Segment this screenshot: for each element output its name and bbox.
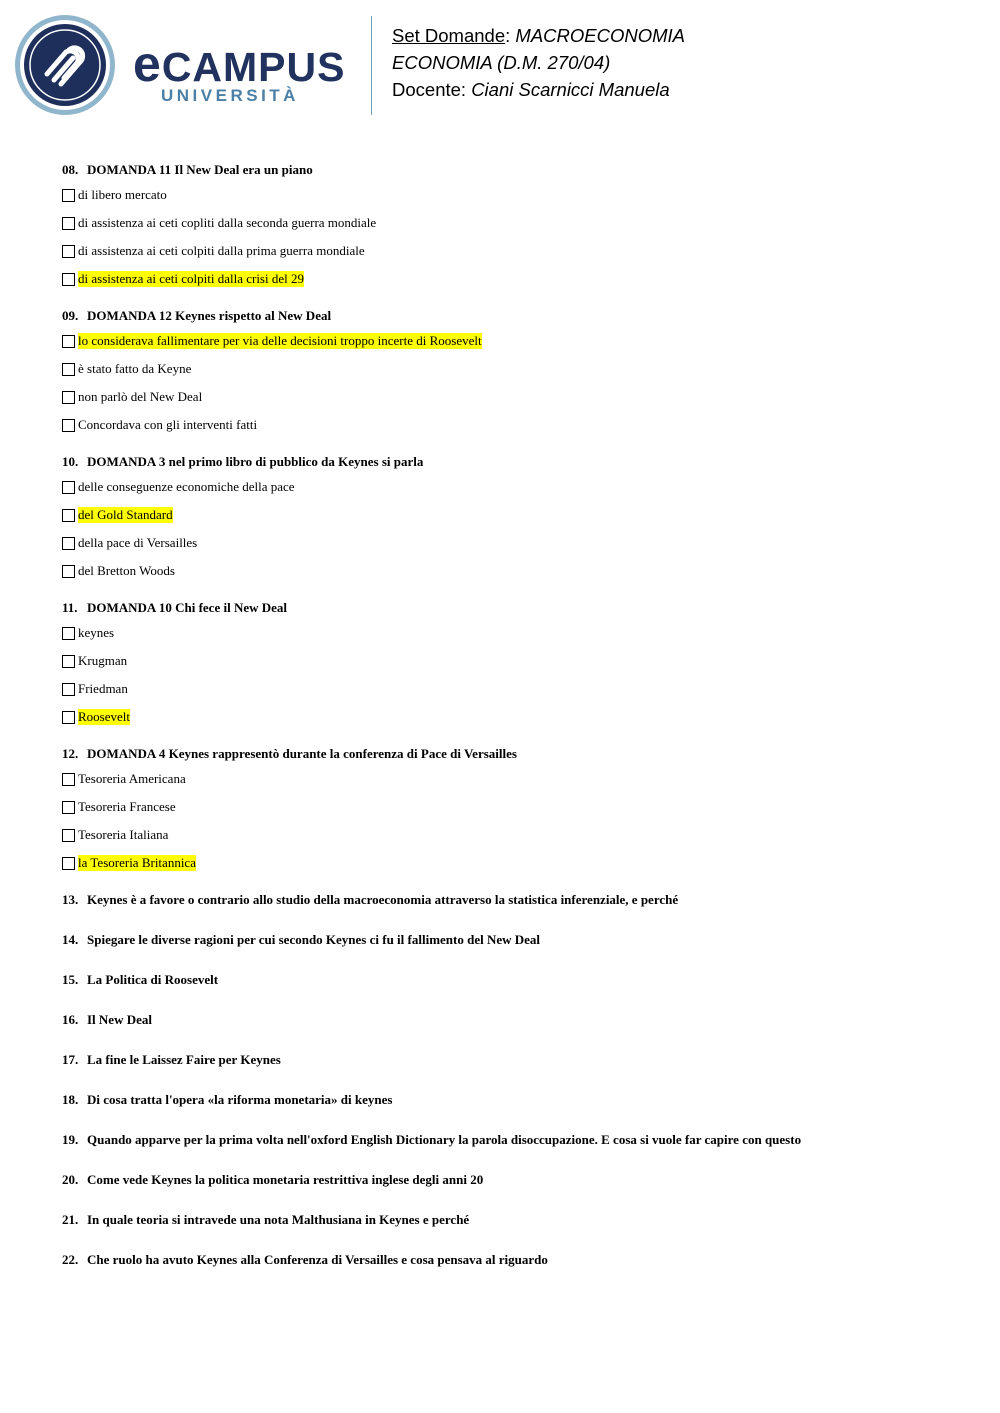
question-title <box>62 1050 962 1070</box>
answer-option <box>62 675 962 703</box>
document-header <box>0 0 1000 130</box>
question-title <box>62 744 962 764</box>
open-question-15 <box>62 970 962 1010</box>
question-text: La fine le Laissez Faire per Keynes <box>87 1052 281 1067</box>
option-text: è stato fatto da Keyne <box>78 361 192 376</box>
brand-name <box>133 36 346 92</box>
question-title <box>62 1090 962 1110</box>
question-text: DOMANDA 11 Il New Deal era un piano <box>87 162 313 177</box>
questions-list <box>62 160 962 1290</box>
question-title <box>62 160 962 180</box>
question-title <box>62 890 962 910</box>
question-text: DOMANDA 12 Keynes rispetto al New Deal <box>87 308 332 323</box>
question-text: Che ruolo ha avuto Keynes alla Conferenza di Versailles e cosa pensava al riguardo <box>87 1252 548 1267</box>
answer-checkbox[interactable] <box>62 419 75 432</box>
option-text: non parlò del New Deal <box>78 389 203 404</box>
question-10 <box>62 452 962 585</box>
question-text: Il New Deal <box>87 1012 152 1027</box>
question-title <box>62 452 962 472</box>
answer-option <box>62 237 962 265</box>
option-text: Tesoreria Francese <box>78 799 176 814</box>
answer-option <box>62 557 962 585</box>
option-text-highlighted: di assistenza ai ceti colpiti dalla crisi del 29 <box>78 271 304 286</box>
question-text: Keynes è a favore o contrario allo studio della macroeconomia attraverso la statistica inferenziale, e perché <box>87 892 679 907</box>
set-line-1 <box>392 22 685 49</box>
question-title <box>62 1210 962 1230</box>
open-question-14 <box>62 930 962 970</box>
answer-checkbox[interactable] <box>62 829 75 842</box>
answer-checkbox[interactable] <box>62 245 75 258</box>
question-title <box>62 1130 962 1150</box>
answer-checkbox[interactable] <box>62 655 75 668</box>
answer-checkbox[interactable] <box>62 711 75 724</box>
open-question-19 <box>62 1130 962 1170</box>
open-question-22 <box>62 1250 962 1290</box>
answer-checkbox[interactable] <box>62 537 75 550</box>
option-text: Tesoreria Americana <box>78 771 186 786</box>
answer-option-correct <box>62 849 962 877</box>
answer-checkbox[interactable] <box>62 335 75 348</box>
answer-checkbox[interactable] <box>62 481 75 494</box>
question-number: 10. <box>62 454 79 469</box>
open-question-13 <box>62 890 962 930</box>
question-text: DOMANDA 4 Keynes rappresentò durante la conferenza di Pace di Versailles <box>87 746 517 761</box>
answer-option <box>62 209 962 237</box>
option-text: di assistenza ai ceti colpiti dalla prima guerra mondiale <box>78 243 365 258</box>
question-title <box>62 598 962 618</box>
teacher-line <box>392 76 685 103</box>
question-number: 14. <box>62 932 79 947</box>
set-info <box>392 22 685 103</box>
question-text: DOMANDA 3 nel primo libro di pubblico da Keynes si parla <box>87 454 424 469</box>
question-text: Spiegare le diverse ragioni per cui secondo Keynes ci fu il fallimento del New Deal <box>87 932 541 947</box>
option-text: Friedman <box>78 681 128 696</box>
open-question-17 <box>62 1050 962 1090</box>
header-divider <box>371 16 372 115</box>
question-number: 16. <box>62 1012 79 1027</box>
question-title <box>62 930 962 950</box>
question-number: 22. <box>62 1252 79 1267</box>
question-number: 21. <box>62 1212 79 1227</box>
option-text: keynes <box>78 625 115 640</box>
answer-checkbox[interactable] <box>62 627 75 640</box>
answer-option <box>62 793 962 821</box>
answer-checkbox[interactable] <box>62 683 75 696</box>
question-text: In quale teoria si intravede una nota Malthusiana in Keynes e perché <box>87 1212 470 1227</box>
question-text: La Politica di Roosevelt <box>87 972 219 987</box>
answer-option <box>62 529 962 557</box>
question-number: 15. <box>62 972 79 987</box>
question-title <box>62 1010 962 1030</box>
option-text: della pace di Versailles <box>78 535 198 550</box>
brand-main: CAMPUS <box>161 44 346 90</box>
option-text: Tesoreria Italiana <box>78 827 169 842</box>
question-number: 13. <box>62 892 79 907</box>
question-11 <box>62 598 962 731</box>
option-text: di libero mercato <box>78 187 167 202</box>
question-number: 12. <box>62 746 79 761</box>
question-text: Come vede Keynes la politica monetaria restrittiva inglese degli anni 20 <box>87 1172 484 1187</box>
answer-option <box>62 181 962 209</box>
question-title <box>62 306 962 326</box>
option-text: del Bretton Woods <box>78 563 175 578</box>
open-question-16 <box>62 1010 962 1050</box>
answer-checkbox[interactable] <box>62 189 75 202</box>
question-text: DOMANDA 10 Chi fece il New Deal <box>87 600 288 615</box>
answer-option <box>62 647 962 675</box>
option-text-highlighted: la Tesoreria Britannica <box>78 855 196 870</box>
answer-checkbox[interactable] <box>62 509 75 522</box>
question-text: Quando apparve per la prima volta nell'oxford English Dictionary la parola disoccupazione. E cosa si vuole far capire con questo <box>87 1132 802 1147</box>
answer-option-correct <box>62 501 962 529</box>
question-09 <box>62 306 962 439</box>
question-12 <box>62 744 962 877</box>
open-question-18 <box>62 1090 962 1130</box>
answer-option <box>62 411 962 439</box>
question-number: 11. <box>62 600 78 615</box>
open-question-21 <box>62 1210 962 1250</box>
teacher-name: Ciani Scarnicci Manuela <box>471 79 670 100</box>
answer-option <box>62 619 962 647</box>
open-question-20 <box>62 1170 962 1210</box>
answer-option <box>62 473 962 501</box>
option-text: di assistenza ai ceti copliti dalla seconda guerra mondiale <box>78 215 377 230</box>
answer-checkbox[interactable] <box>62 217 75 230</box>
question-number: 08. <box>62 162 79 177</box>
question-title <box>62 1250 962 1270</box>
answer-option <box>62 765 962 793</box>
set-value-1: MACROECONOMIA <box>515 25 685 46</box>
answer-option-correct <box>62 327 962 355</box>
answer-checkbox[interactable] <box>62 857 75 870</box>
option-text-highlighted: del Gold Standard <box>78 507 173 522</box>
set-label: Set Domande <box>392 25 506 46</box>
brand-subtitle: UNIVERSITÀ <box>161 86 299 105</box>
option-text: Krugman <box>78 653 128 668</box>
option-text-highlighted: lo considerava fallimentare per via delle decisioni troppo incerte di Roosevelt <box>78 333 482 348</box>
option-text: delle conseguenze economiche della pace <box>78 479 295 494</box>
option-text: Concordava con gli interventi fatti <box>78 417 258 432</box>
answer-option <box>62 821 962 849</box>
question-08 <box>62 160 962 293</box>
question-title <box>62 1170 962 1190</box>
answer-checkbox[interactable] <box>62 565 75 578</box>
option-text-highlighted: Roosevelt <box>78 709 130 724</box>
answer-checkbox[interactable] <box>62 773 75 786</box>
question-number: 17. <box>62 1052 79 1067</box>
answer-option-correct <box>62 703 962 731</box>
brand-prefix: e <box>133 36 162 92</box>
question-text: Di cosa tratta l'opera «la riforma monetaria» di keynes <box>87 1092 393 1107</box>
question-number: 18. <box>62 1092 79 1107</box>
answer-option <box>62 383 962 411</box>
question-number: 20. <box>62 1172 79 1187</box>
ecampus-seal-logo <box>14 14 116 116</box>
question-number: 19. <box>62 1132 79 1147</box>
answer-checkbox[interactable] <box>62 273 75 286</box>
answer-checkbox[interactable] <box>62 391 75 404</box>
set-separator: : <box>505 25 516 46</box>
question-number: 09. <box>62 308 79 323</box>
question-title <box>62 970 962 990</box>
ecampus-wordmark <box>133 36 355 112</box>
answer-checkbox[interactable] <box>62 363 75 376</box>
answer-option <box>62 355 962 383</box>
answer-checkbox[interactable] <box>62 801 75 814</box>
teacher-label: Docente: <box>392 79 472 100</box>
set-value-2: ECONOMIA (D.M. 270/04) <box>392 52 611 73</box>
answer-option-correct <box>62 265 962 293</box>
